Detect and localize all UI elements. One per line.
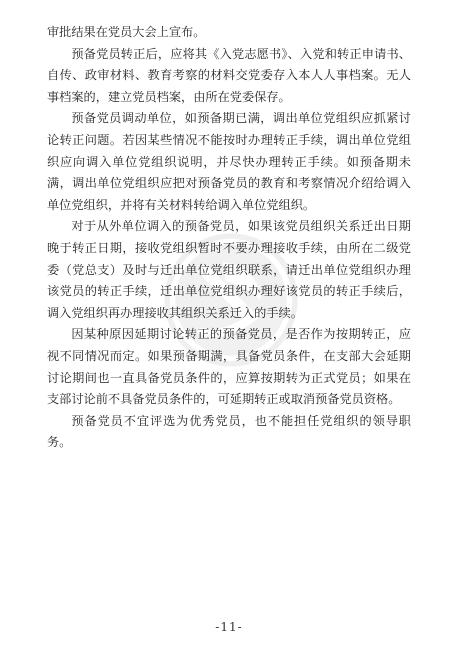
document-body [47, 22, 411, 454]
paragraph-6: 预备党员不宜评选为优秀党员，也不能担任党组织的领导职务。 [47, 413, 411, 450]
paragraph-1: 审批结果在党员大会上宣布。 [47, 25, 206, 39]
paragraph-3: 预备党员调动单位，如预备期已满，调出单位党组织应抓紧讨论转正问题。若因某些情况不能按时办理转正手续，调出单位党组织应向调入单位党组织说明，并尽快办理转正手续。如预备期未满，调出单位党组织应把对预备党员的教育和考察情况介绍给调入单位党组织，并将有关材料转给调入单位党组织。 [47, 111, 411, 212]
paragraph-4: 对于从外单位调入的预备党员，如果该党员组织关系迁出日期晚于转正日期，接收党组织暂时不要办理接收手续，由所在二级党委（党总支）及时与迁出单位党组织联系，请迁出单位党组织办理该党员的转正手续，迁出单位党组织办理好该党员的转正手续后，调入党组织再办理接收其组织关系迁入的手续。 [47, 219, 411, 320]
paragraph-2: 预备党员转正后，应将其《入党志愿书》、入党和转正申请书、自传、政审材料、教育考察的材料交党委存入本人人事档案。无人事档案的，建立党员档案，由所在党委保存。 [47, 46, 411, 104]
paragraph-5: 因某种原因延期讨论转正的预备党员，是否作为按期转正，应视不同情况而定。如果预备期满，具备党员条件，在支部大会延期讨论期间也一直具备党员条件的，应算按期转为正式党员；如果在支部讨论前不具备党员条件的，可延期转正或取消预备党员资格。 [47, 327, 411, 407]
page-number: -11- [215, 620, 243, 634]
